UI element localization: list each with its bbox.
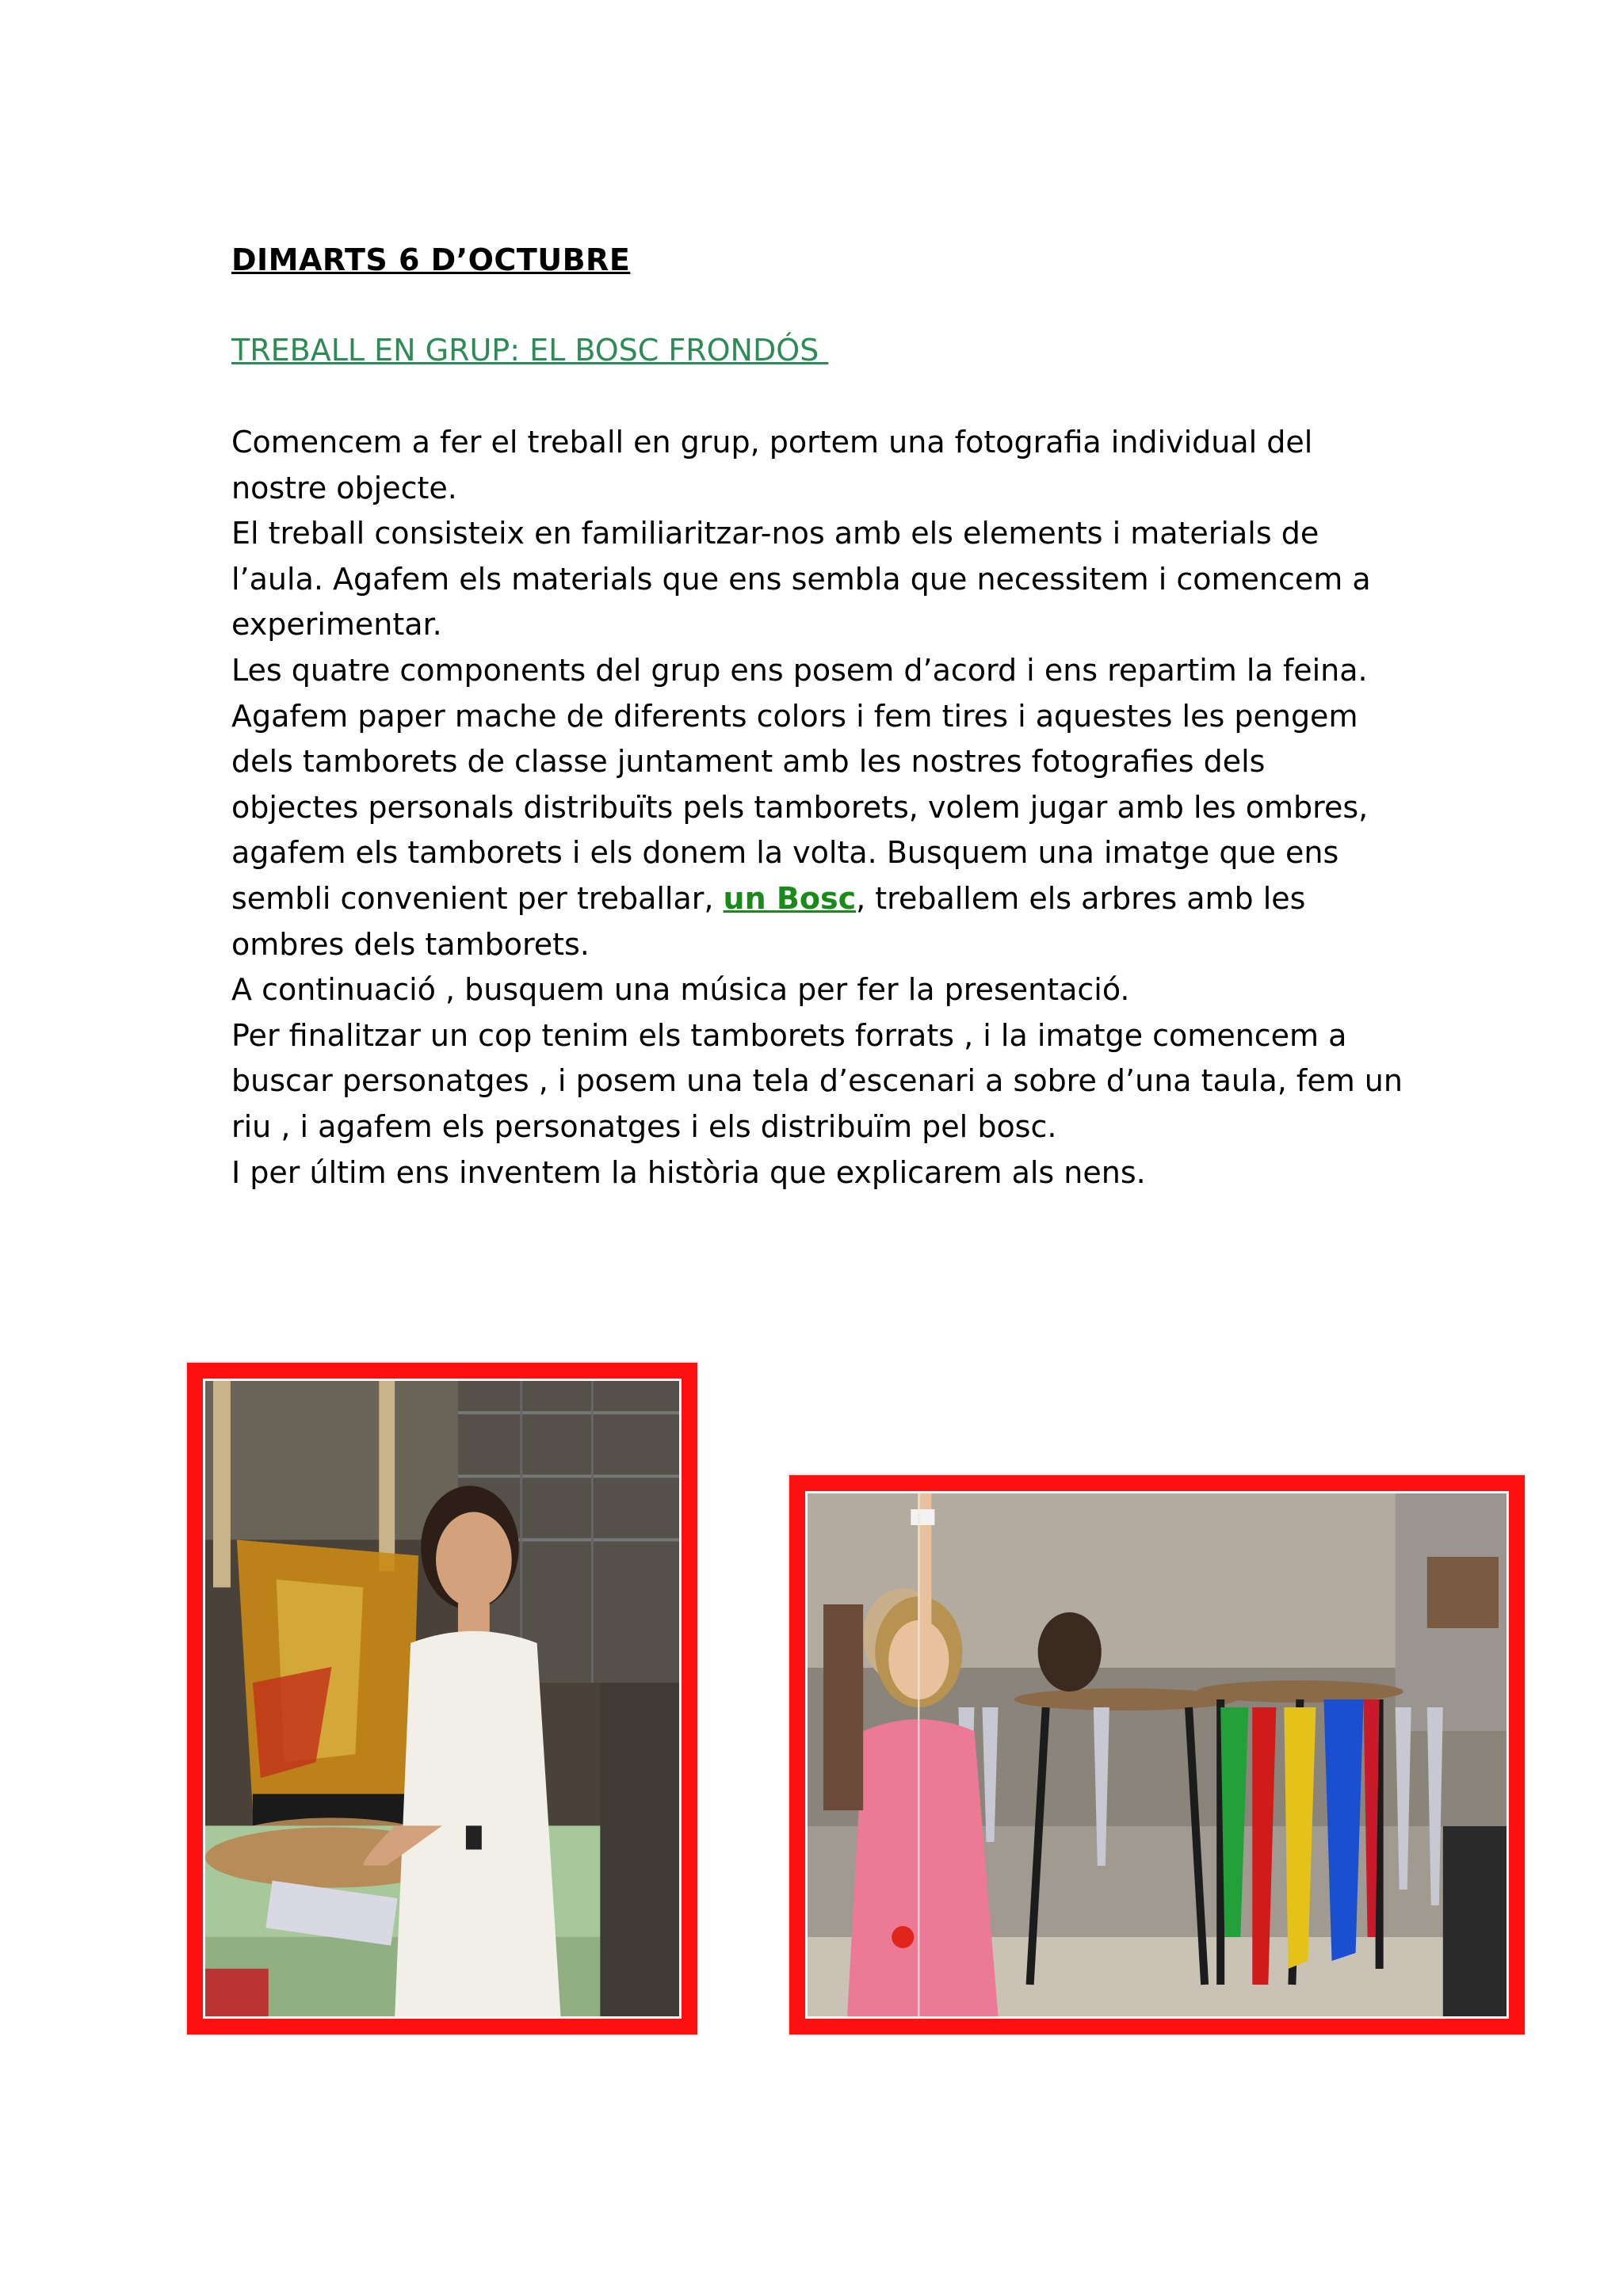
bosc-link[interactable]: un Bosc	[723, 880, 857, 916]
photo-frame-left	[187, 1363, 697, 2035]
text-line: experimentar.	[231, 607, 442, 643]
text-line: nostre objecte.	[231, 470, 457, 505]
photo-frame-right	[789, 1475, 1525, 2035]
section-title: TREBALL EN GRUP: EL BOSC FRONDÓS	[231, 333, 829, 368]
text-line: Agafem paper mache de diferents colors i fem tires i aquestes les pengem	[231, 698, 1358, 734]
text-after-link: , treballem els arbres amb les	[856, 880, 1306, 916]
text-line: Per finalitzar un cop tenim els tamborets forrats , i la imatge comencem a	[231, 1017, 1347, 1053]
photo-illustration	[808, 1493, 1507, 2016]
text-line: Les quatre components del grup ens posem d’acord i ens repartim la feina.	[231, 652, 1368, 688]
text-line: dels tamborets de classe juntament amb les nostres fotografies dels	[231, 744, 1266, 780]
text-line: agafem els tamborets i els donem la volta. Busquem una imatge que ens	[231, 835, 1339, 871]
text-line: I per últim ens inventem la història que explicarem als nens.	[231, 1154, 1146, 1190]
body-text	[231, 420, 1436, 1196]
photo-illustration	[205, 1381, 679, 2016]
text-line: A continuació , busquem una música per fer la presentació.	[231, 972, 1130, 1008]
photo-students-with-foil-stools	[805, 1491, 1509, 2019]
text-before-link: sembli convenient per treballar,	[231, 880, 724, 916]
text-line: l’aula. Agafem els materials que ens sembla que necessitem i comencem a	[231, 561, 1371, 597]
text-line: objectes personals distribuïts pels tamborets, volem jugar amb les ombres,	[231, 789, 1369, 825]
text-line-with-link	[231, 876, 1436, 922]
text-line: ombres dels tamborets.	[231, 926, 590, 962]
photo-student-with-stool	[203, 1379, 682, 2019]
text-line: El treball consisteix en familiaritzar-nos amb els elements i materials de	[231, 516, 1319, 551]
date-heading: DIMARTS 6 D’OCTUBRE	[231, 242, 631, 277]
text-line: riu , i agafem els personatges i els distribuïm pel bosc.	[231, 1108, 1057, 1144]
text-line: Comencem a fer el treball en grup, portem una fotografia individual del	[231, 425, 1313, 460]
text-line: buscar personatges , i posem una tela d’escenari a sobre d’una taula, fem un	[231, 1063, 1403, 1099]
